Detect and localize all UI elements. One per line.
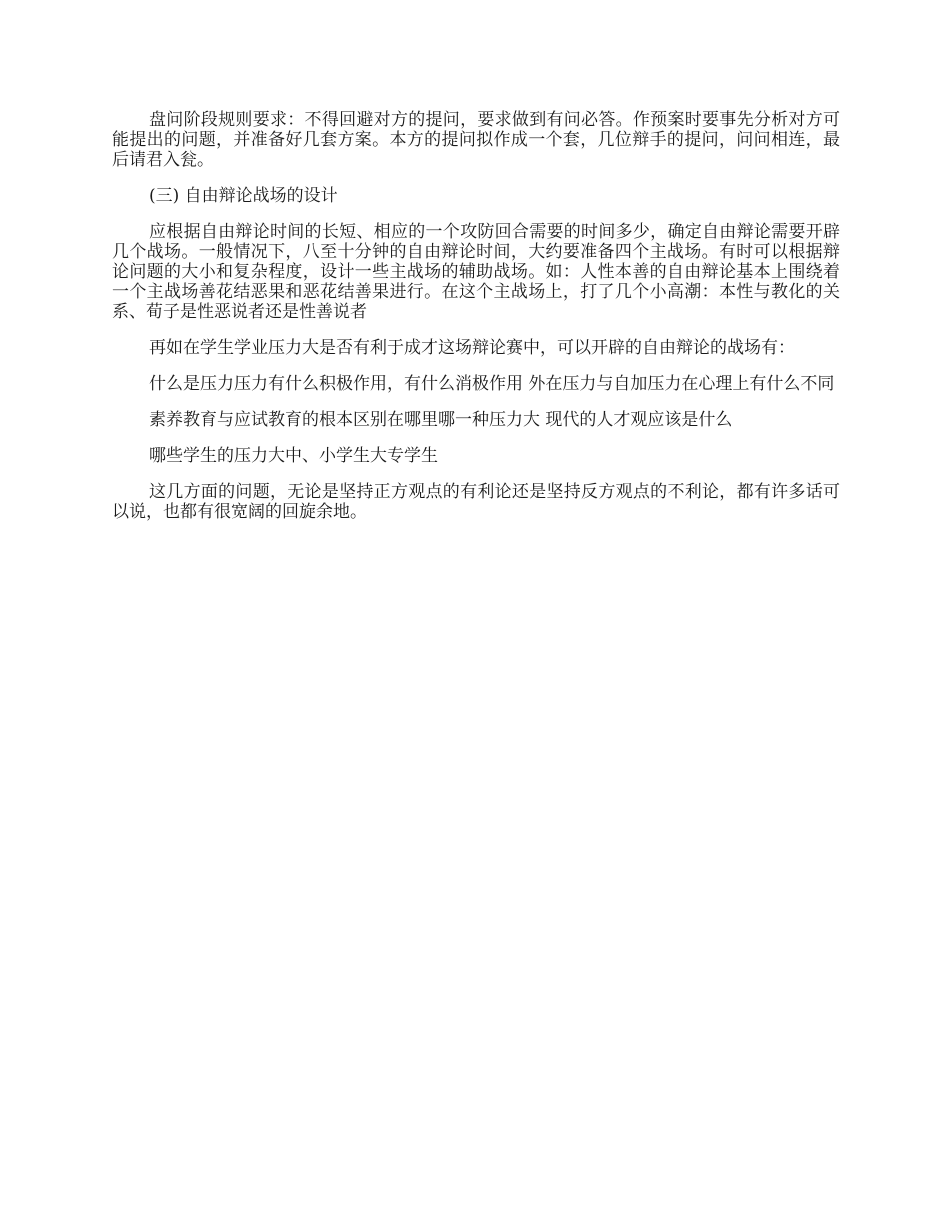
- paragraph-battlefield-2: 素养教育与应试教育的根本区别在哪里哪一种压力大 现代的人才观应该是什么: [149, 410, 733, 430]
- section-heading-free-debate: (三) 自由辩论战场的设计: [149, 186, 338, 206]
- document-page: [112, 110, 840, 538]
- paragraph-conclusion: 这几方面的问题，无论是坚持正方观点的有利论还是坚持反方观点的不利论，都有许多话可以说，也都有很宽阔的回旋余地。: [112, 482, 840, 522]
- paragraph-battlefield-design: 应根据自由辩论时间的长短、相应的一个攻防回合需要的时间多少，确定自由辩论需要开辟几个战场。一般情况下，八至十分钟的自由辩论时间，大约要准备四个主战场。有时可以根据辩论问题的大小和复杂程度，设计一些主战场的辅助战场。如：人性本善的自由辩论基本上围绕着一个主战场善花结恶果和恶花结善果进行。在这个主战场上，打了几个小高潮：本性与教化的关系、荀子是性恶说者还是性善说者: [112, 222, 840, 322]
- paragraph-example-intro: 再如在学生学业压力大是否有利于成才这场辩论赛中，可以开辟的自由辩论的战场有：: [149, 338, 795, 358]
- paragraph-questioning-rules: 盘问阶段规则要求：不得回避对方的提问，要求做到有问必答。作预案时要事先分析对方可能提出的问题，并准备好几套方案。本方的提问拟作成一个套，几位辩手的提问，问问相连，最后请君入瓮。: [112, 110, 840, 170]
- paragraph-battlefield-1: 什么是压力压力有什么积极作用，有什么消极作用 外在压力与自加压力在心理上有什么不同: [149, 374, 835, 394]
- paragraph-battlefield-3: 哪些学生的压力大中、小学生大专学生: [149, 446, 438, 466]
